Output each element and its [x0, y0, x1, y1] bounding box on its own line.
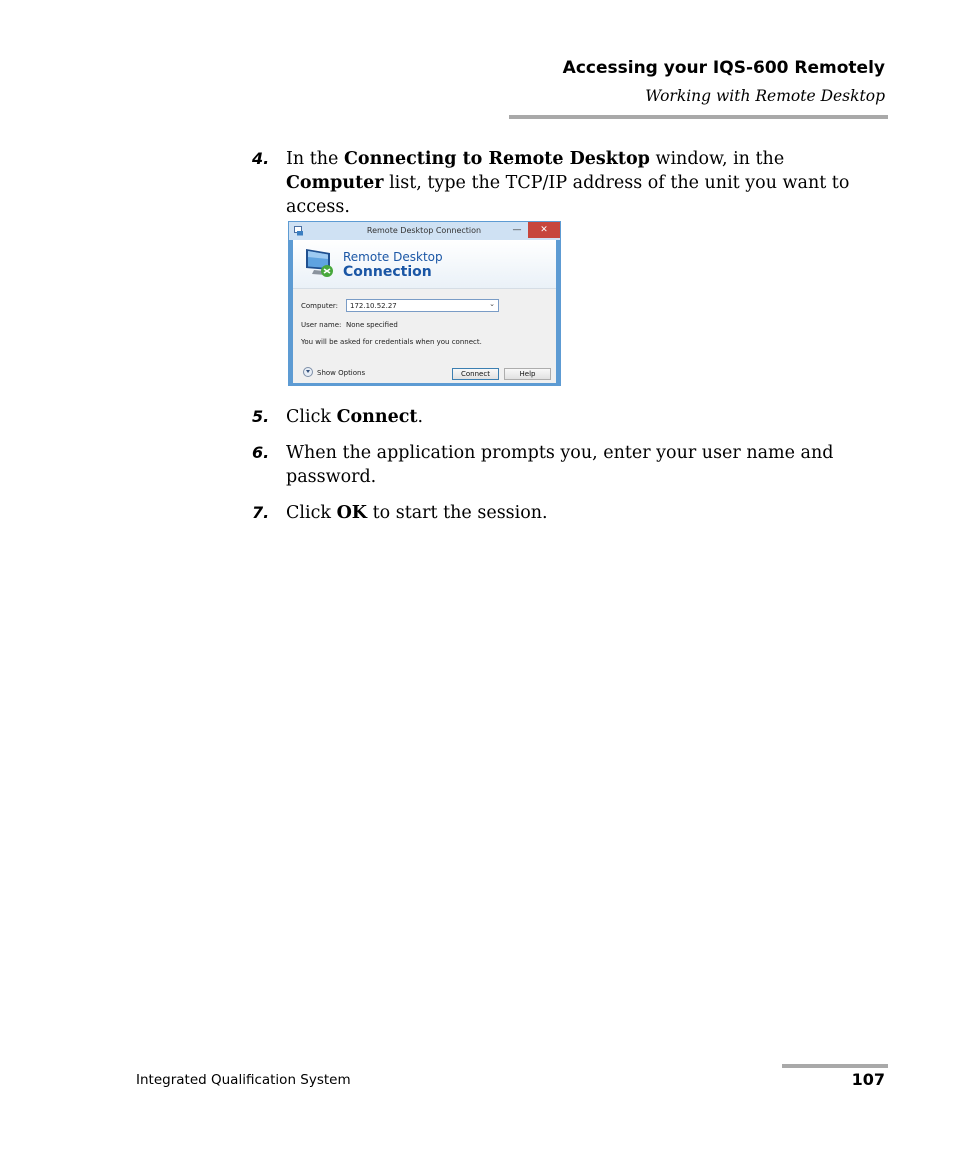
remote-desktop-dialog — [288, 221, 561, 386]
step-4 — [252, 147, 852, 219]
dialog-titlebar — [289, 222, 560, 240]
brand-line-1: Remote Desktop — [343, 250, 443, 264]
footer-product-name: Integrated Qualification System — [136, 1072, 351, 1088]
dialog-banner — [293, 240, 556, 288]
computer-value: 172.10.52.27 — [350, 302, 397, 310]
step-text: Click Connect. — [286, 407, 424, 427]
close-button[interactable]: ✕ — [528, 222, 560, 238]
step-6 — [252, 441, 852, 489]
step-number: 6. — [252, 443, 270, 462]
chapter-title: Accessing your IQS-600 Remotely — [562, 58, 885, 78]
step-number: 7. — [252, 503, 270, 522]
step-5 — [252, 405, 852, 429]
computer-combobox[interactable] — [346, 299, 499, 312]
footer-divider — [782, 1064, 888, 1068]
remote-desktop-monitor-icon — [303, 246, 337, 280]
show-options-link[interactable]: Show Options — [317, 369, 366, 377]
computer-label: Computer: — [301, 302, 339, 310]
step-text: When the application prompts you, enter your user name and password. — [286, 443, 834, 487]
brand-line-2: Connection — [343, 264, 432, 280]
step-number: 4. — [252, 149, 270, 168]
step-text: Click OK to start the session. — [286, 503, 548, 523]
dialog-body — [293, 288, 556, 383]
dialog-title: Remote Desktop Connection — [366, 226, 482, 235]
help-button[interactable]: Help — [504, 368, 551, 380]
step-7 — [252, 501, 852, 525]
username-value: None specified — [346, 321, 398, 329]
credentials-note: You will be asked for credentials when you connect. — [301, 338, 482, 346]
page-number: 107 — [851, 1070, 885, 1089]
step-text: In the Connecting to Remote Desktop window, in the Computer list, type the TCP/IP address of the unit you want to access. — [286, 149, 850, 217]
show-options-chevron-icon[interactable] — [303, 367, 313, 377]
header-divider — [509, 115, 888, 119]
connect-button[interactable]: Connect — [452, 368, 499, 380]
chevron-down-icon[interactable]: ⌄ — [489, 300, 495, 308]
username-label: User name: — [301, 321, 342, 329]
section-subtitle: Working with Remote Desktop — [645, 87, 885, 105]
minimize-button[interactable]: — — [512, 225, 522, 235]
step-number: 5. — [252, 407, 270, 426]
app-icon — [294, 226, 304, 236]
